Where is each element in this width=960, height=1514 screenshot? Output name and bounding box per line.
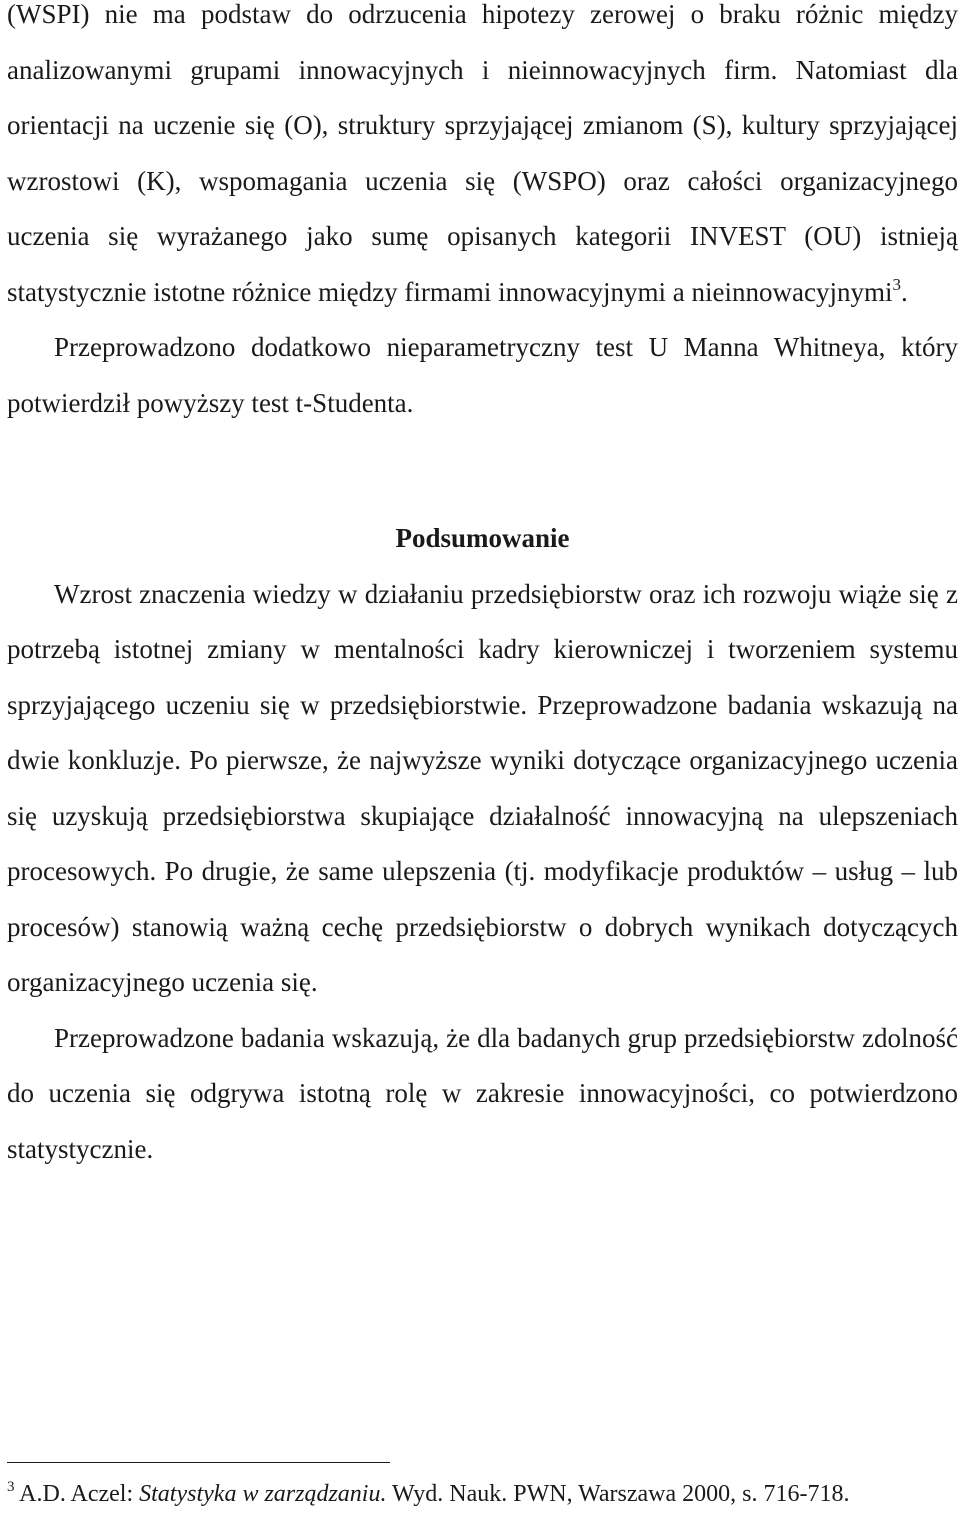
section-heading: Podsumowanie: [395, 523, 570, 553]
footnote: [7, 1478, 958, 1510]
page-body: [7, 0, 958, 1177]
footnote-number: 3: [7, 1479, 15, 1495]
paragraph-results-end: .: [901, 276, 908, 307]
paragraph-summary: Wzrost znaczenia wiedzy w działaniu przedsiębiorstw oraz ich rozwoju wiąże się z potrzebą istotnej zmiany w mentalności kadry kierowniczej i tworzeniem systemu sprzyjającego uczeniu się w przedsiębiorstwie. Przeprowadzone badania wskazują na dwie konkluzje. Po pierwsze, że najwyższe wyniki dotyczące organizacyjnego uczenia się uzyskują przedsiębiorstwa skupiające działalność innowacyjną na ulepszeniach procesowych. Po drugie, że same ulepszenia (tj. modyfikacje produktów – usług – lub procesów) stanowią ważną cechę przedsiębiorstw o dobrych wynikach dotyczących organizacyjnego uczenia się.: [7, 578, 958, 997]
footnote-reference: 3: [892, 274, 902, 294]
paragraph-results: [7, 0, 958, 320]
footnote-divider: [7, 1462, 390, 1463]
paragraph-conclusion: Przeprowadzone badania wskazują, że dla badanych grup przedsiębiorstw zdolność do uczenia się odgrywa istotną rolę w zakresie innowacyjności, co potwierdzono statystycznie.: [7, 1022, 958, 1164]
footnote-title: Statystyka w zarządzaniu.: [139, 1481, 387, 1507]
paragraph-results-text: (WSPI) nie ma podstaw do odrzucenia hipotezy zerowej o braku różnic między analizowanymi grupami innowacyjnych i nieinnowacyjnych firm. Natomiast dla orientacji na uczenie się (O), struktury sprzyjającej zmianom (S), kultury sprzyjającej wzrostowi (K), wspomagania uczenia się (WSPO) oraz całości organizacyjnego uczenia się wyrażanego jako sumę opisanych kategorii INVEST (OU) istnieją statystycznie istotne różnice między firmami innowacyjnymi a nieinnowacyjnymi: [7, 0, 958, 307]
footnote-publisher: Wyd. Nauk. PWN, Warszawa 2000, s. 716-718.: [386, 1481, 850, 1507]
paragraph-mann-whitney: Przeprowadzono dodatkowo nieparametryczny test U Manna Whitneya, który potwierdził powyższy test t-Studenta.: [7, 332, 958, 418]
footnote-author: A.D. Aczel:: [14, 1481, 140, 1507]
